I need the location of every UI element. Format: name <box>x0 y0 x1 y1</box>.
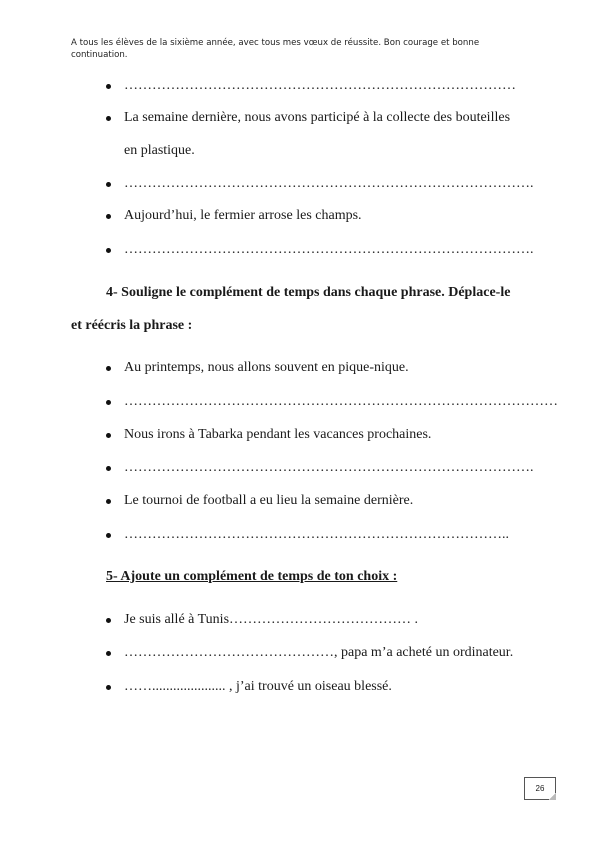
bullet-2 <box>106 116 111 121</box>
exercise-4-title-continuation: et réécris la phrase : <box>71 318 193 333</box>
bullet-3 <box>106 182 111 187</box>
sentence: Nous irons à Tabarka pendant les vacances prochaines. <box>124 427 432 442</box>
answer-line: ………………………………………………………………………… <box>124 78 516 93</box>
bullet-10 <box>106 499 111 504</box>
bullet-4 <box>106 214 111 219</box>
exercise-4-title: 4- Souligne le complément de temps dans chaque phrase. Déplace-le <box>106 285 511 300</box>
fill-in-sentence: ………………………………………, papa m’a acheté un ordinateur. <box>124 645 514 660</box>
sentence: Aujourd’hui, le fermier arrose les champs. <box>124 208 362 223</box>
bullet-7 <box>106 400 111 405</box>
bullet-11 <box>106 533 111 538</box>
bullet-14 <box>106 685 111 690</box>
bullet-12 <box>106 618 111 623</box>
fill-in-sentence: ……..................... , j’ai trouvé un oiseau blessé. <box>124 679 392 694</box>
page-header-note: A tous les élèves de la sixième année, avec tous mes vœux de réussite. Bon courage et bonne continuation. <box>71 38 480 60</box>
page-number: 26 <box>524 777 556 800</box>
sentence: Le tournoi de football a eu lieu la semaine dernière. <box>124 493 414 508</box>
bullet-1 <box>106 84 111 89</box>
bullet-9 <box>106 466 111 471</box>
answer-line: ……………………………………………………………………………. <box>124 242 534 257</box>
bullet-5 <box>106 248 111 253</box>
sentence: La semaine dernière, nous avons participé à la collecte des bouteilles <box>124 110 511 125</box>
bullet-6 <box>106 366 111 371</box>
answer-line: ……………………………………………………………………….. <box>124 527 509 542</box>
fill-in-sentence: Je suis allé à Tunis………………………………… . <box>124 612 419 627</box>
sentence: Au printemps, nous allons souvent en pique-nique. <box>124 360 409 375</box>
answer-line: ……………………………………………………………………………. <box>124 176 534 191</box>
exercise-5-title: 5- Ajoute un complément de temps de ton choix : <box>106 569 398 584</box>
answer-line: ………………………………………………………………………………… <box>124 394 558 409</box>
bullet-8 <box>106 433 111 438</box>
answer-line: ……………………………………………………………………………. <box>124 460 534 475</box>
bullet-13 <box>106 651 111 656</box>
sentence-continuation: en plastique. <box>124 143 195 158</box>
